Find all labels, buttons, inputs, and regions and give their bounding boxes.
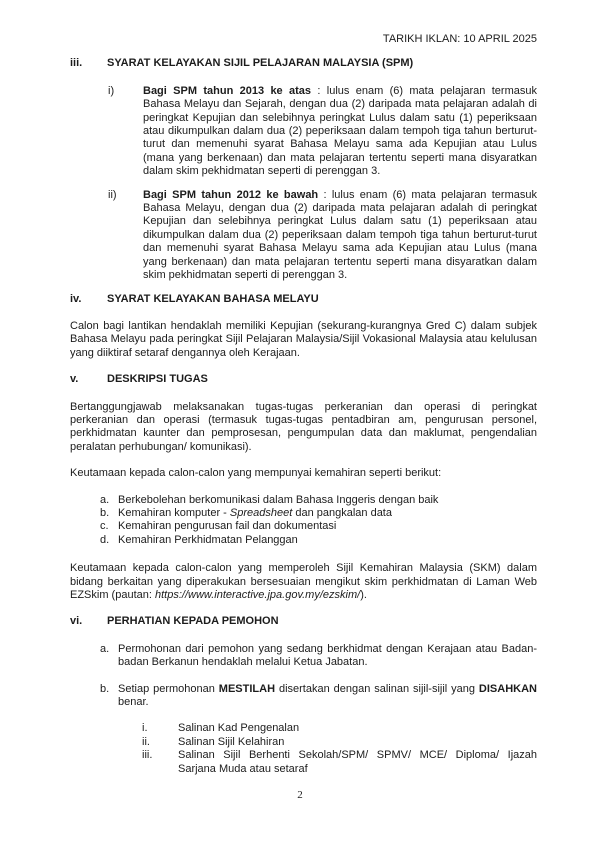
section-iv-number: iv. — [70, 292, 82, 305]
required-documents-list — [70, 722, 537, 776]
skill-b-number: b. — [100, 506, 110, 519]
section-iii-heading — [70, 57, 537, 70]
note-b-t3: benar. — [118, 696, 149, 709]
note-a-number: a. — [100, 642, 110, 655]
skill-d-number: d. — [100, 533, 110, 546]
spm-2013-body: : lulus enam (6) mata pelajaran termasuk Bahasa Melayu dan Sejarah, dengan dua (2) daripada mata pelajaran adalah di peringkat Kepujian dan selebihnya peringkat Lulus dalam satu (1) peperiksaan atau dikumpulkan dalam dua (2) peperiksaan dalam tempoh tiga tahun berturut-turut dan memenuhi syarat Bahasa Melayu sama ada Kepujian atau Lulus (mana yang berkenaan) dan mata pelajaran tertentu seperti mana disyaratkan dalam skim pekhidmatan seperti di perenggan 3. — [143, 84, 537, 178]
skill-item-a — [100, 494, 537, 507]
spm-2013-item-text — [143, 85, 537, 179]
skills-intro-paragraph: Keutamaan kepada calon-calon yang mempunyai kemahiran seperti berikut: — [70, 467, 442, 480]
skills-list — [70, 494, 537, 548]
section-vi-heading — [70, 615, 537, 628]
required-doc-i — [142, 722, 537, 735]
required-doc-ii — [142, 736, 537, 749]
section-v-number: v. — [70, 373, 79, 386]
skill-b-text — [118, 507, 537, 520]
skm-paragraph-pre: Keutamaan kepada calon-calon yang memperoleh Sijil Kemahiran Malaysia (SKM) dalam bidang berkaitan yang diperakukan bersesuaian mengikut skim perkhidmatan di Laman Web EZSkim (pautan: — [70, 562, 537, 601]
section-v-title: DESKRIPSI TUGAS — [107, 373, 208, 386]
skill-a-number: a. — [100, 493, 110, 506]
skm-paragraph-post: ). — [360, 589, 367, 601]
spm-2013-lead: Bagi SPM tahun 2013 ke atas — [143, 84, 312, 97]
advert-date: TARIKH IKLAN: 10 APRIL 2025 — [382, 33, 537, 45]
applicant-note-b — [100, 683, 537, 710]
skill-b-pre: Kemahiran komputer - — [118, 506, 230, 519]
doc-ii-text: Salinan Sijil Kelahiran — [178, 735, 285, 748]
bm-requirement-paragraph: Calon bagi lantikan hendaklah memiliki Kepujian (sekurang-kurangnya Gred C) dalam subjek Bahasa Melayu pada peringkat Sijil Pelajaran Malaysia/Sijil Vokasional Malaysia atau kelulusan yang diiktiraf setaraf dengannya oleh Kerajaan. — [70, 319, 537, 359]
skill-d-text: Kemahiran Perkhidmatan Pelanggan — [118, 533, 298, 546]
skm-paragraph — [70, 562, 537, 602]
note-b-bold-1: MESTILAH — [218, 682, 276, 695]
spm-2012-item-text — [143, 189, 537, 283]
spm-2012-body: : lulus enam (6) mata pelajaran termasuk Bahasa Melayu, dengan dua (2) daripada mata pelajaran adalah di peringkat Kepujian dan selebihnya peringkat Lulus dalam satu (1) peperiksaan atau dikumpulkan dalam dua (2) peperiksaan dalam tempoh tiga tahun berturut-turut dan memenuhi syarat Bahasa Melayu sama ada Kepujian atau Lulus (mana yang berkenaan) dan mata pelajaran tertentu seperti mana disyaratkan dalam skim pekhidmatan seperti di perenggan 3. — [143, 188, 537, 282]
section-iv-title: SYARAT KELAYAKAN BAHASA MELAYU — [107, 292, 319, 305]
job-description-paragraph: Bertanggungjawab melaksanakan tugas-tugas perkeranian dan operasi di peringkat perkeranian dan operasi (termasuk tugas-tugas pentadbiran am, pengurusan personel, perkhidmatan kaunter dan pemprosesan, pengumpulan data dan maklumat, pengendalian peralatan perhubungan/ komunikasi). — [70, 400, 537, 453]
skill-item-b — [100, 507, 537, 520]
doc-i-number: i. — [142, 722, 148, 735]
doc-i-text: Salinan Kad Pengenalan — [178, 722, 300, 735]
section-v-heading — [70, 373, 537, 386]
spm-2012-lead: Bagi SPM tahun 2012 ke bawah — [143, 188, 319, 201]
section-vi-number: vi. — [70, 615, 83, 628]
section-vi-title: PERHATIAN KEPADA PEMOHON — [107, 615, 279, 628]
ezskim-url: https://www.interactive.jpa.gov.my/ezskim/ — [154, 589, 361, 601]
skill-b-italic: Spreadsheet — [229, 506, 293, 519]
spm-2013-requirement — [108, 85, 537, 179]
spm-2013-item-number: i) — [108, 84, 115, 97]
note-b-number: b. — [100, 682, 110, 695]
skill-c-number: c. — [100, 520, 109, 533]
doc-iii-text: Salinan Sijil Berhenti Sekolah/SPM/ SPMV/ MCE/ Diploma/ Ijazah Sarjana Muda atau setaraf — [178, 749, 537, 775]
note-b-t1: Setiap permohonan — [118, 682, 219, 695]
skill-item-d — [100, 534, 537, 547]
skill-item-c — [100, 520, 537, 533]
section-iii-title: SYARAT KELAYAKAN SIJIL PELAJARAN MALAYSIA (SPM) — [107, 57, 414, 70]
spm-2012-requirement — [108, 189, 537, 283]
page-number: 2 — [297, 788, 303, 801]
skill-c-text: Kemahiran pengurusan fail dan dokumentasi — [118, 520, 337, 533]
section-iii-number: iii. — [70, 57, 83, 70]
applicant-note-a — [100, 643, 537, 670]
skill-a-text: Berkebolehan berkomunikasi dalam Bahasa Inggeris dengan baik — [118, 493, 439, 506]
doc-iii-number: iii. — [142, 749, 153, 762]
required-doc-iii — [142, 749, 537, 776]
note-b-t2: disertakan dengan salinan sijil-sijil yang — [275, 682, 479, 695]
skill-b-post: dan pangkalan data — [292, 506, 392, 519]
note-b-text — [118, 683, 537, 710]
spm-2012-item-number: ii) — [108, 188, 117, 201]
section-iv-heading — [70, 293, 537, 306]
note-b-bold-2: DISAHKAN — [478, 682, 537, 695]
note-a-text: Permohonan dari pemohon yang sedang berkhidmat dengan Kerajaan atau Badan-badan Berkanun hendaklah melalui Ketua Jabatan. — [118, 642, 537, 669]
doc-ii-number: ii. — [142, 735, 150, 748]
